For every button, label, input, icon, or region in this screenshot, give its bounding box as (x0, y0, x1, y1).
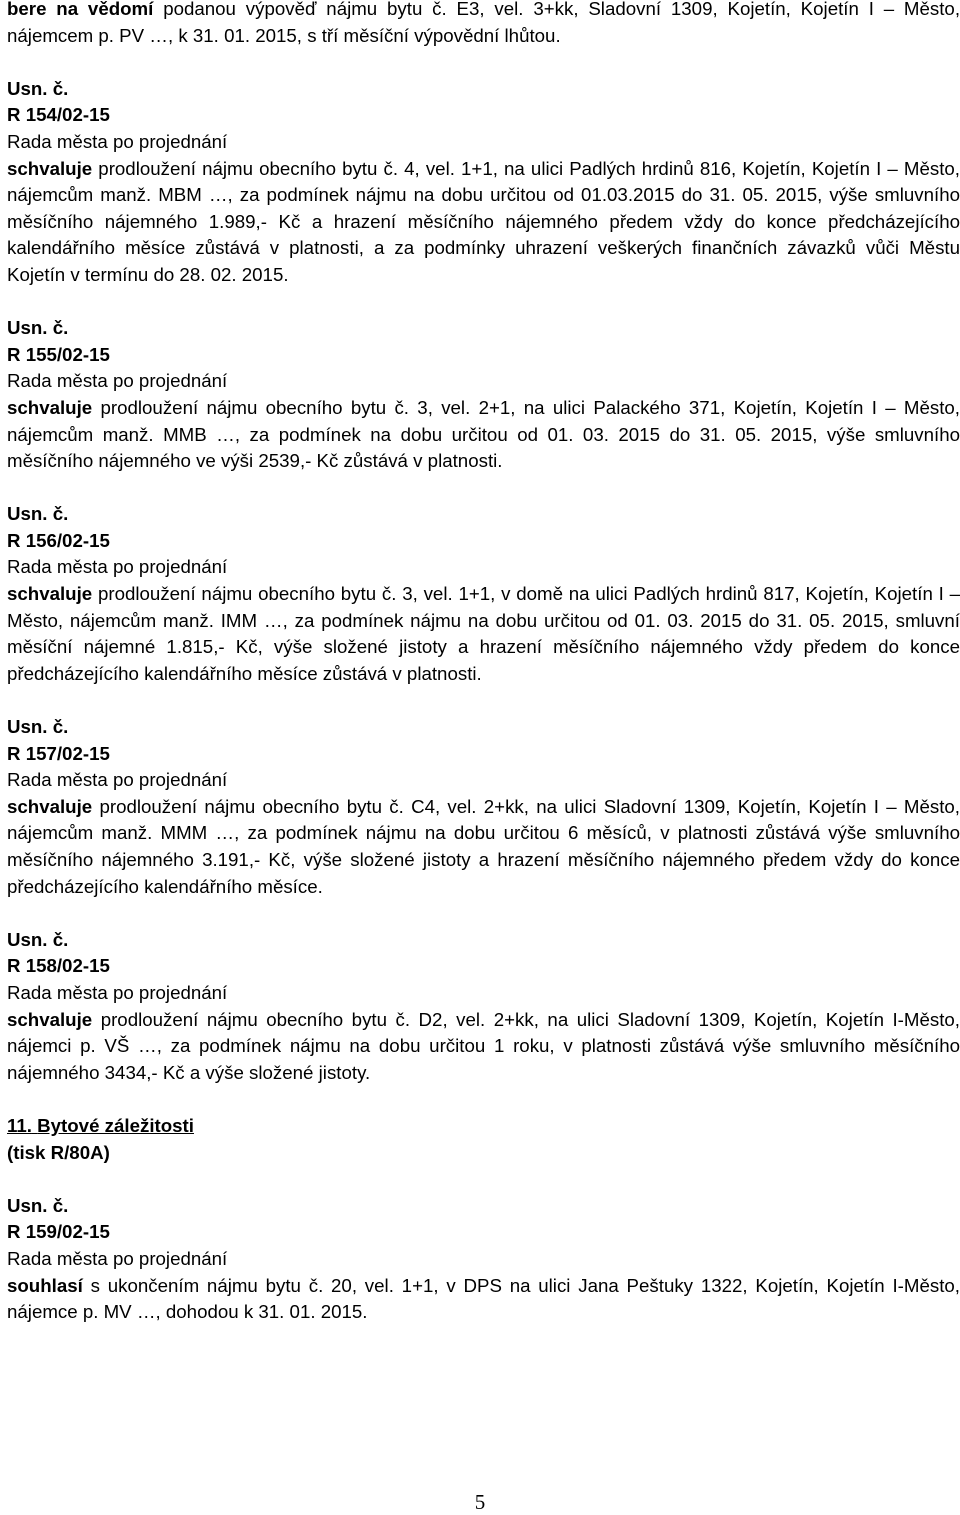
resolution-number: R 156/02-15 (7, 529, 110, 551)
resolution-council-line: Rada města po projednání (7, 556, 228, 578)
resolution-body: prodloužení nájmu obecního bytu č. 3, vel. 2+1, na ulici Palackého 371, Kojetín, Kojetín I – Město, nájemcům manž. MMB …, za podmínek na dobu určitou od 01. 03. 2015 do 31. 05. 2015, výše smluvního měsíčního nájemného ve výši 2539,- Kč zůstává v platnosti. (7, 396, 960, 472)
resolution-block (7, 501, 960, 687)
document-page (7, 0, 960, 1326)
resolution-number: R 154/02-15 (7, 104, 110, 126)
resolution-usn-label: Usn. č. (7, 928, 69, 950)
resolution-verb: schvaluje (7, 157, 93, 179)
section-title: Bytové záležitosti (37, 1114, 194, 1136)
resolution-council-line: Rada města po projednání (7, 769, 228, 791)
resolution-block (7, 714, 960, 900)
section-number: 11. (7, 1114, 32, 1136)
intro-verb: bere na vědomí (7, 0, 154, 19)
section-heading-text (7, 1115, 194, 1136)
resolution-council-line: Rada města po projednání (7, 130, 228, 152)
resolution-block (7, 76, 960, 289)
section-subtitle: (tisk R/80A) (7, 1141, 110, 1163)
resolution-text (7, 395, 960, 475)
resolution-text (7, 794, 960, 900)
resolution-text (7, 581, 960, 687)
resolution-text (7, 156, 960, 289)
resolution-usn-label: Usn. č. (7, 1194, 69, 1216)
resolution-body: prodloužení nájmu obecního bytu č. C4, vel. 2+kk, na ulici Sladovní 1309, Kojetín, Kojetín I – Město, nájemcům manž. MMM …, za podmínek nájmu na dobu určitou 6 měsíců, v platnosti zůstává výše smluvního měsíčního nájemného 3.191,- Kč, výše složené jistoty a hrazení měsíčního nájemného předem vždy do konce předcházejícího kalendářního měsíce. (7, 795, 960, 897)
resolution-block (7, 1193, 960, 1326)
resolution-verb: schvaluje (7, 583, 93, 605)
resolution-usn-label: Usn. č. (7, 77, 69, 99)
resolution-council-line: Rada města po projednání (7, 981, 228, 1003)
resolution-text (7, 1007, 960, 1087)
resolution-number: R 158/02-15 (7, 955, 110, 977)
resolution-body: prodloužení nájmu obecního bytu č. 3, vel. 1+1, v domě na ulici Padlých hrdinů 817, Kojetín, Kojetín I – Město, nájemcům manž. IMM …, za podmínek nájmu na dobu určitou od 01. 03. 2015 do 31. 05. 2015, smluvní měsíční nájemné 1.815,- Kč, výše složené jistoty a hrazení měsíčního nájemného vždy předem do konce předcházejícího kalendářního měsíce zůstává v platnosti. (7, 583, 960, 684)
resolution-text (7, 1273, 960, 1326)
resolution-block (7, 927, 960, 1087)
section-heading (7, 1113, 960, 1140)
resolution-body: prodloužení nájmu obecního bytu č. 4, vel. 1+1, na ulici Padlých hrdinů 816, Kojetín, Kojetín I – Město, nájemcům manž. MBM …, za podmínek nájmu na dobu určitou od 01.03.2015 do 31. 05. 2015, výše smluvního měsíčního nájemného 1.989,- Kč a hrazení měsíčního nájemného předem vždy do konce předcházejícího kalendářního měsíce zůstává v platnosti, a za podmínky uhrazení veškerých finančních závazků vůči Městu Kojetín v termínu do 28. 02. 2015. (7, 157, 960, 285)
intro-text: podanou výpověď nájmu bytu č. E3, vel. 3+kk, Sladovní 1309, Kojetín, Kojetín I – Město, nájemcem p. PV …, k 31. 01. 2015, s tří měsíční výpovědní lhůtou. (7, 0, 960, 46)
resolution-number: R 159/02-15 (7, 1221, 110, 1243)
resolution-verb: schvaluje (7, 396, 93, 418)
resolution-usn-label: Usn. č. (7, 317, 69, 339)
resolution-council-line: Rada města po projednání (7, 370, 228, 392)
resolution-body: prodloužení nájmu obecního bytu č. D2, vel. 2+kk, na ulici Sladovní 1309, Kojetín, Kojetín I-Město, nájemci p. VŠ …, za podmínek nájmu na dobu určitou 1 roku, v platnosti zůstává výše smluvního měsíčního nájemného 3434,- Kč a výše složené jistoty. (7, 1008, 960, 1083)
resolution-verb: schvaluje (7, 795, 93, 817)
page-number: 5 (474, 1490, 486, 1514)
resolution-number: R 157/02-15 (7, 742, 110, 764)
resolution-body: s ukončením nájmu bytu č. 20, vel. 1+1, v DPS na ulici Jana Peštuky 1322, Kojetín, Kojetín I-Město, nájemce p. MV …, dohodou k 31. 01. 2015. (7, 1274, 960, 1323)
resolution-verb: souhlasí (7, 1274, 83, 1296)
resolution-usn-label: Usn. č. (7, 716, 69, 738)
resolution-number: R 155/02-15 (7, 343, 110, 365)
resolution-council-line: Rada města po projednání (7, 1247, 228, 1269)
resolution-verb: schvaluje (7, 1008, 93, 1030)
resolution-usn-label: Usn. č. (7, 503, 69, 525)
resolution-block (7, 315, 960, 475)
intro-paragraph (7, 0, 960, 49)
